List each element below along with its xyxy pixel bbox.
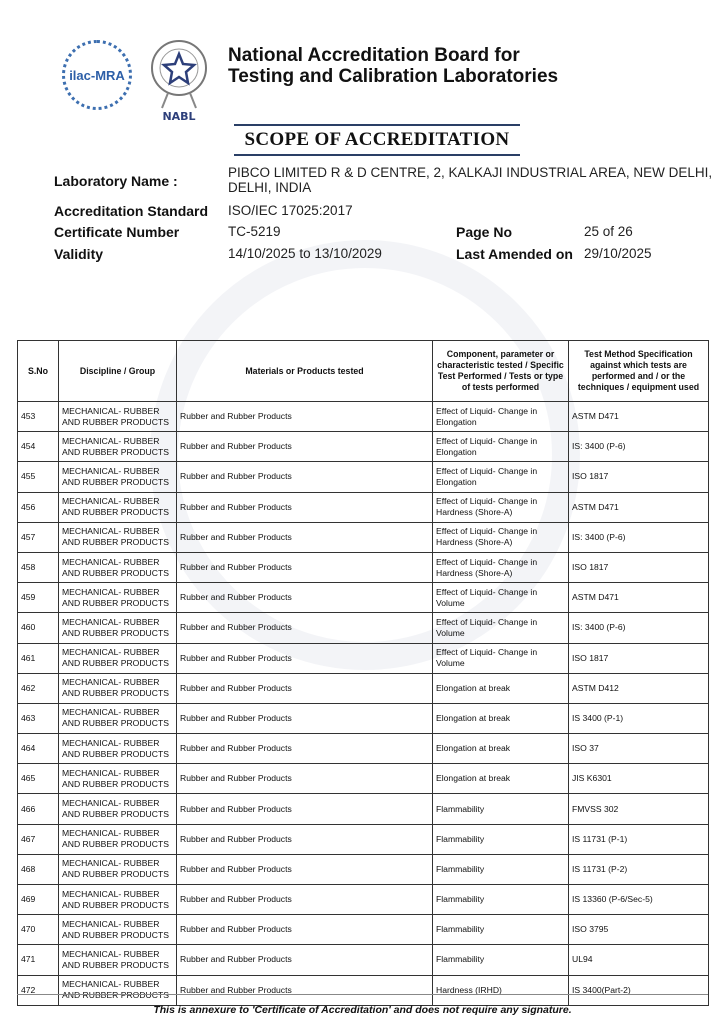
cell-test-method: ISO 1817	[569, 462, 709, 492]
cell-test-method: ASTM D471	[569, 402, 709, 432]
cell-component: Elongation at break	[433, 703, 569, 733]
column-header-sno: S.No	[18, 341, 59, 402]
cell-component: Flammability	[433, 794, 569, 824]
table-row	[18, 492, 709, 522]
cell-test-method: IS: 3400 (P-6)	[569, 522, 709, 552]
cell-test-method: IS 13360 (P-6/Sec-5)	[569, 885, 709, 915]
cell-component: Effect of Liquid- Change in Elongation	[433, 402, 569, 432]
lab-name-label: Laboratory Name :	[54, 173, 178, 189]
cell-materials: Rubber and Rubber Products	[177, 492, 433, 522]
table-row	[18, 945, 709, 975]
cell-test-method: IS 3400 (P-1)	[569, 703, 709, 733]
cell-materials: Rubber and Rubber Products	[177, 734, 433, 764]
cell-component: Flammability	[433, 824, 569, 854]
cell-materials: Rubber and Rubber Products	[177, 402, 433, 432]
cell-sno: 460	[18, 613, 59, 643]
cell-component: Elongation at break	[433, 673, 569, 703]
validity-label: Validity	[54, 246, 104, 262]
table-row	[18, 552, 709, 582]
cell-discipline: MECHANICAL- RUBBER AND RUBBER PRODUCTS	[59, 462, 177, 492]
page-no-label: Page No	[456, 224, 513, 240]
standard-value: ISO/IEC 17025:2017	[228, 203, 353, 218]
cell-discipline: MECHANICAL- RUBBER AND RUBBER PRODUCTS	[59, 552, 177, 582]
cell-component: Flammability	[433, 945, 569, 975]
table-row	[18, 522, 709, 552]
org-line-1: National Accreditation Board for	[228, 45, 520, 66]
cell-sno: 459	[18, 583, 59, 613]
table-row	[18, 794, 709, 824]
cell-sno: 454	[18, 432, 59, 462]
table-row	[18, 854, 709, 884]
cell-sno: 470	[18, 915, 59, 945]
table-row	[18, 583, 709, 613]
cell-discipline: MECHANICAL- RUBBER AND RUBBER PRODUCTS	[59, 673, 177, 703]
cell-sno: 463	[18, 703, 59, 733]
cell-component: Elongation at break	[433, 764, 569, 794]
table-row	[18, 824, 709, 854]
cell-discipline: MECHANICAL- RUBBER AND RUBBER PRODUCTS	[59, 734, 177, 764]
cell-sno: 456	[18, 492, 59, 522]
cell-discipline: MECHANICAL- RUBBER AND RUBBER PRODUCTS	[59, 432, 177, 462]
cell-discipline: MECHANICAL- RUBBER AND RUBBER PRODUCTS	[59, 402, 177, 432]
cell-component: Flammability	[433, 885, 569, 915]
cell-test-method: IS 11731 (P-1)	[569, 824, 709, 854]
table-row	[18, 643, 709, 673]
cell-test-method: ISO 3795	[569, 915, 709, 945]
cell-materials: Rubber and Rubber Products	[177, 945, 433, 975]
column-header-test-method: Test Method Specification against which tests are performed and / or the techniques / equipment used	[569, 341, 709, 402]
cell-component: Effect of Liquid- Change in Volume	[433, 613, 569, 643]
table-row	[18, 673, 709, 703]
table-row	[18, 432, 709, 462]
cell-sno: 472	[18, 975, 59, 1005]
table-row	[18, 915, 709, 945]
cell-discipline: MECHANICAL- RUBBER AND RUBBER PRODUCTS	[59, 945, 177, 975]
cell-discipline: MECHANICAL- RUBBER AND RUBBER PRODUCTS	[59, 522, 177, 552]
cell-discipline: MECHANICAL- RUBBER AND RUBBER PRODUCTS	[59, 583, 177, 613]
cell-component: Effect of Liquid- Change in Volume	[433, 643, 569, 673]
cell-test-method: JIS K6301	[569, 764, 709, 794]
cell-test-method: FMVSS 302	[569, 794, 709, 824]
cell-test-method: ISO 1817	[569, 643, 709, 673]
table-row	[18, 764, 709, 794]
svg-text:NABL: NABL	[162, 110, 196, 122]
cell-test-method: IS: 3400 (P-6)	[569, 432, 709, 462]
lab-name-line-1: PIBCO LIMITED R & D CENTRE, 2, KALKAJI INDUSTRIAL AREA, NEW DELHI,	[228, 165, 713, 180]
cell-sno: 471	[18, 945, 59, 975]
cell-discipline: MECHANICAL- RUBBER AND RUBBER PRODUCTS	[59, 975, 177, 1005]
cell-component: Flammability	[433, 915, 569, 945]
cell-discipline: MECHANICAL- RUBBER AND RUBBER PRODUCTS	[59, 613, 177, 643]
page-no-value: 25 of 26	[584, 224, 633, 239]
cell-component: Elongation at break	[433, 734, 569, 764]
cell-discipline: MECHANICAL- RUBBER AND RUBBER PRODUCTS	[59, 915, 177, 945]
cell-materials: Rubber and Rubber Products	[177, 552, 433, 582]
table-row	[18, 734, 709, 764]
table-row	[18, 885, 709, 915]
cell-sno: 465	[18, 764, 59, 794]
document-title: SCOPE OF ACCREDITATION	[234, 124, 520, 156]
cell-materials: Rubber and Rubber Products	[177, 583, 433, 613]
table-header-row	[18, 341, 709, 402]
column-header-discipline: Discipline / Group	[59, 341, 177, 402]
cell-materials: Rubber and Rubber Products	[177, 794, 433, 824]
cell-test-method: IS 11731 (P-2)	[569, 854, 709, 884]
organization-name	[228, 45, 558, 87]
cell-test-method: ASTM D412	[569, 673, 709, 703]
footer-divider	[17, 994, 708, 995]
cell-test-method: IS 3400(Part-2)	[569, 975, 709, 1005]
cell-sno: 458	[18, 552, 59, 582]
cell-test-method: ISO 1817	[569, 552, 709, 582]
column-header-materials: Materials or Products tested	[177, 341, 433, 402]
cell-discipline: MECHANICAL- RUBBER AND RUBBER PRODUCTS	[59, 703, 177, 733]
cell-component: Effect of Liquid- Change in Elongation	[433, 462, 569, 492]
cell-test-method: ASTM D471	[569, 492, 709, 522]
standard-label: Accreditation Standard	[54, 203, 209, 219]
cell-component: Flammability	[433, 854, 569, 884]
cell-component: Effect of Liquid- Change in Volume	[433, 583, 569, 613]
nabl-logo	[148, 38, 210, 122]
cell-materials: Rubber and Rubber Products	[177, 703, 433, 733]
cell-test-method: ASTM D471	[569, 583, 709, 613]
cell-sno: 466	[18, 794, 59, 824]
cell-sno: 468	[18, 854, 59, 884]
org-line-2: Testing and Calibration Laboratories	[228, 66, 559, 87]
table-row	[18, 613, 709, 643]
cell-materials: Rubber and Rubber Products	[177, 643, 433, 673]
cell-sno: 455	[18, 462, 59, 492]
cell-materials: Rubber and Rubber Products	[177, 764, 433, 794]
cell-discipline: MECHANICAL- RUBBER AND RUBBER PRODUCTS	[59, 492, 177, 522]
table-body	[18, 402, 709, 1006]
footer-note: This is annexure to 'Certificate of Accreditation' and does not require any signature.	[153, 1004, 572, 1016]
cell-test-method: ISO 37	[569, 734, 709, 764]
cell-component: Effect of Liquid- Change in Hardness (Shore-A)	[433, 552, 569, 582]
table-row	[18, 703, 709, 733]
cell-discipline: MECHANICAL- RUBBER AND RUBBER PRODUCTS	[59, 643, 177, 673]
cell-materials: Rubber and Rubber Products	[177, 613, 433, 643]
cell-discipline: MECHANICAL- RUBBER AND RUBBER PRODUCTS	[59, 794, 177, 824]
lab-name-value	[228, 165, 712, 195]
cell-materials: Rubber and Rubber Products	[177, 432, 433, 462]
cell-materials: Rubber and Rubber Products	[177, 885, 433, 915]
cell-discipline: MECHANICAL- RUBBER AND RUBBER PRODUCTS	[59, 885, 177, 915]
cell-component: Effect of Liquid- Change in Elongation	[433, 432, 569, 462]
cell-discipline: MECHANICAL- RUBBER AND RUBBER PRODUCTS	[59, 764, 177, 794]
table-row	[18, 975, 709, 1005]
validity-value: 14/10/2025 to 13/10/2029	[228, 246, 382, 261]
last-amended-label: Last Amended on	[456, 246, 573, 262]
column-header-component: Component, parameter or characteristic tested / Specific Test Performed / Tests or type of tests performed	[433, 341, 569, 402]
cell-materials: Rubber and Rubber Products	[177, 915, 433, 945]
cell-materials: Rubber and Rubber Products	[177, 522, 433, 552]
scope-table	[17, 340, 709, 1006]
cell-materials: Rubber and Rubber Products	[177, 462, 433, 492]
cell-component: Effect of Liquid- Change in Hardness (Shore-A)	[433, 522, 569, 552]
cell-sno: 462	[18, 673, 59, 703]
table-row	[18, 462, 709, 492]
table-row	[18, 402, 709, 432]
last-amended-value: 29/10/2025	[584, 246, 652, 261]
cell-materials: Rubber and Rubber Products	[177, 854, 433, 884]
cell-sno: 469	[18, 885, 59, 915]
cell-discipline: MECHANICAL- RUBBER AND RUBBER PRODUCTS	[59, 854, 177, 884]
cell-materials: Rubber and Rubber Products	[177, 824, 433, 854]
cell-sno: 464	[18, 734, 59, 764]
certificate-number-value: TC-5219	[228, 224, 281, 239]
cell-sno: 453	[18, 402, 59, 432]
cell-sno: 467	[18, 824, 59, 854]
cell-sno: 461	[18, 643, 59, 673]
cell-component: Effect of Liquid- Change in Hardness (Shore-A)	[433, 492, 569, 522]
cell-sno: 457	[18, 522, 59, 552]
cell-test-method: IS: 3400 (P-6)	[569, 613, 709, 643]
cell-materials: Rubber and Rubber Products	[177, 673, 433, 703]
cell-materials: Rubber and Rubber Products	[177, 975, 433, 1005]
lab-name-line-2: DELHI, INDIA	[228, 180, 312, 195]
cell-test-method: UL94	[569, 945, 709, 975]
ilac-mra-logo: ilac-MRA	[62, 40, 132, 110]
cell-component: Hardness (IRHD)	[433, 975, 569, 1005]
certificate-number-label: Certificate Number	[54, 224, 180, 240]
cell-discipline: MECHANICAL- RUBBER AND RUBBER PRODUCTS	[59, 824, 177, 854]
